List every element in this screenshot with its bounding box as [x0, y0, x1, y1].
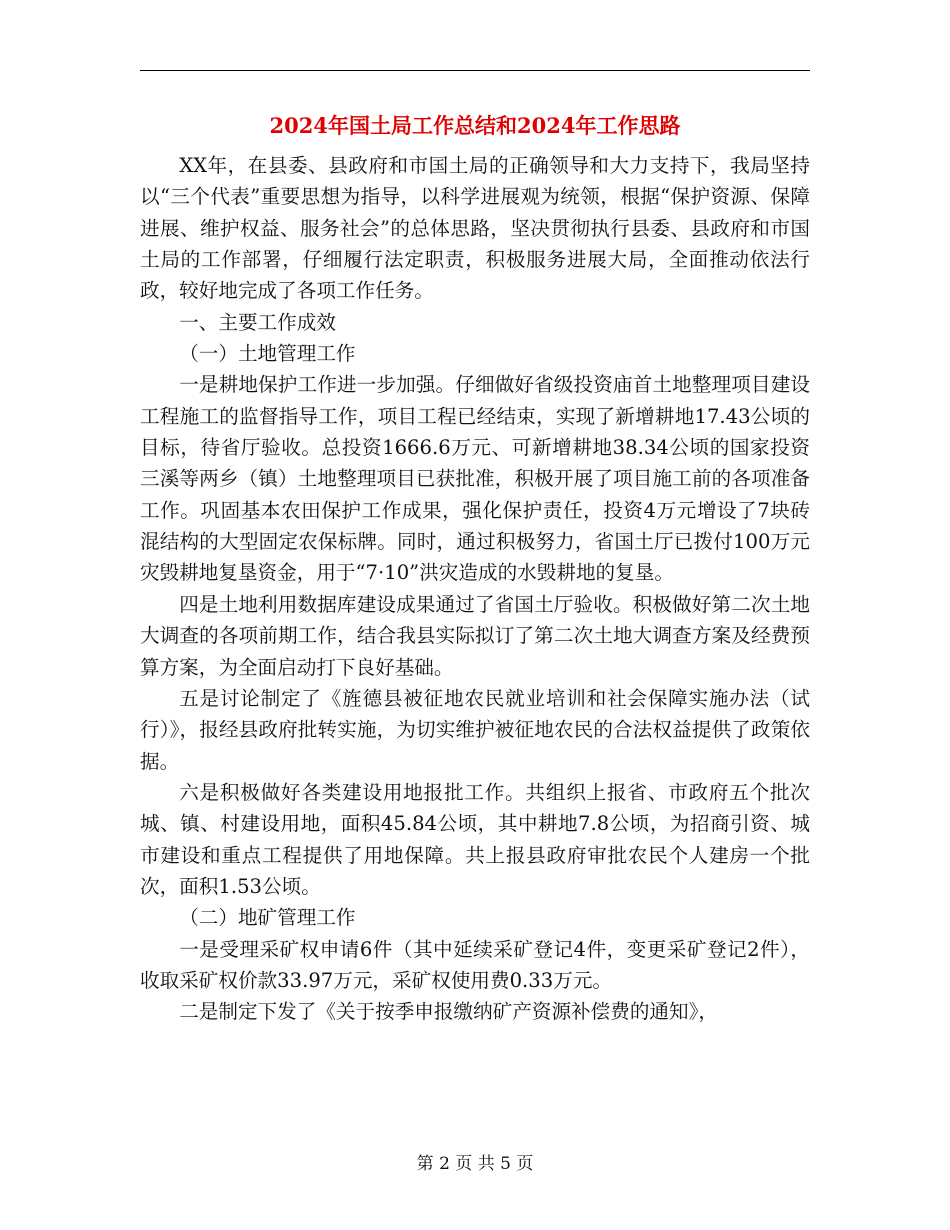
header-rule: [140, 70, 810, 71]
paragraph-notice: 二是制定下发了《关于按季申报缴纳矿产资源补偿费的通知》，: [179, 1000, 719, 1024]
section-heading: 一、主要工作成效: [179, 310, 336, 334]
paragraph-database: 四是土地利用数据库建设成果通过了省国土厅验收。积极做好第二次土地大调查的各项前期工作，结合我县实际拟订了第二次土地大调查方案及经费预算方案，为全面启动打下良好基础。: [140, 592, 810, 679]
page-number: 第 2 页 共 5 页: [416, 1154, 534, 1174]
paragraph-construction-land: 六是积极做好各类建设用地报批工作。共组织上报省、市政府五个批次城、镇、村建设用地，面积45.84公顷，其中耕地7.8公顷，为招商引资、城市建设和重点工程提供了用地保障。共上报县政府审批农民个人建房一个批次，面积1.53公顷。: [140, 780, 810, 898]
paragraph-intro: XX年，在县委、县政府和市国土局的正确领导和大力支持下，我局坚持以“三个代表”重要思想为指导，以科学进展观为统领，根据“保护资源、保障进展、维护权益、服务社会”的总体思路，坚决贯彻执行县委、县政府和市国土局的工作部署，仔细履行法定职责，积极服务进展大局，全面推动依法行政，较好地完成了各项工作任务。: [140, 154, 810, 303]
subsection-heading-land: （一）土地管理工作: [179, 342, 356, 366]
paragraph-farmland: 一是耕地保护工作进一步加强。仔细做好省级投资庙首土地整理项目建设工程施工的监督指导工作，项目工程已经结束，实现了新增耕地17.43公顷的目标，待省厅验收。总投资1666.6万元、可新增耕地38.34公顷的国家投资三溪等两乡（镇）土地整理项目已获批准，积极开展了项目施工前的各项准备工作。巩固基本农田保护工作成果，强化保护责任，投资4万元增设了7块砖混结构的大型固定农保标牌。同时，通过积极努力，省国土厅已拨付100万元灾毁耕地复垦资金，用于“7·10”洪灾造成的水毁耕地的复垦。: [140, 373, 810, 585]
subsection-heading-mining: （二）地矿管理工作: [179, 906, 356, 930]
document-title: 2024年国土局工作总结和2024年工作思路: [269, 113, 681, 138]
paragraph-mining-rights: 一是受理采矿权申请6件（其中延续采矿登记4件，变更采矿登记2件），收取采矿权价款33.97万元，采矿权使用费0.33万元。: [140, 937, 810, 992]
document-body: [140, 150, 810, 1028]
paragraph-policy: 五是讨论制定了《旌德县被征地农民就业培训和社会保障实施办法（试行）》，报经县政府批转实施，为切实维护被征地农民的合法权益提供了政策依据。: [140, 686, 810, 773]
